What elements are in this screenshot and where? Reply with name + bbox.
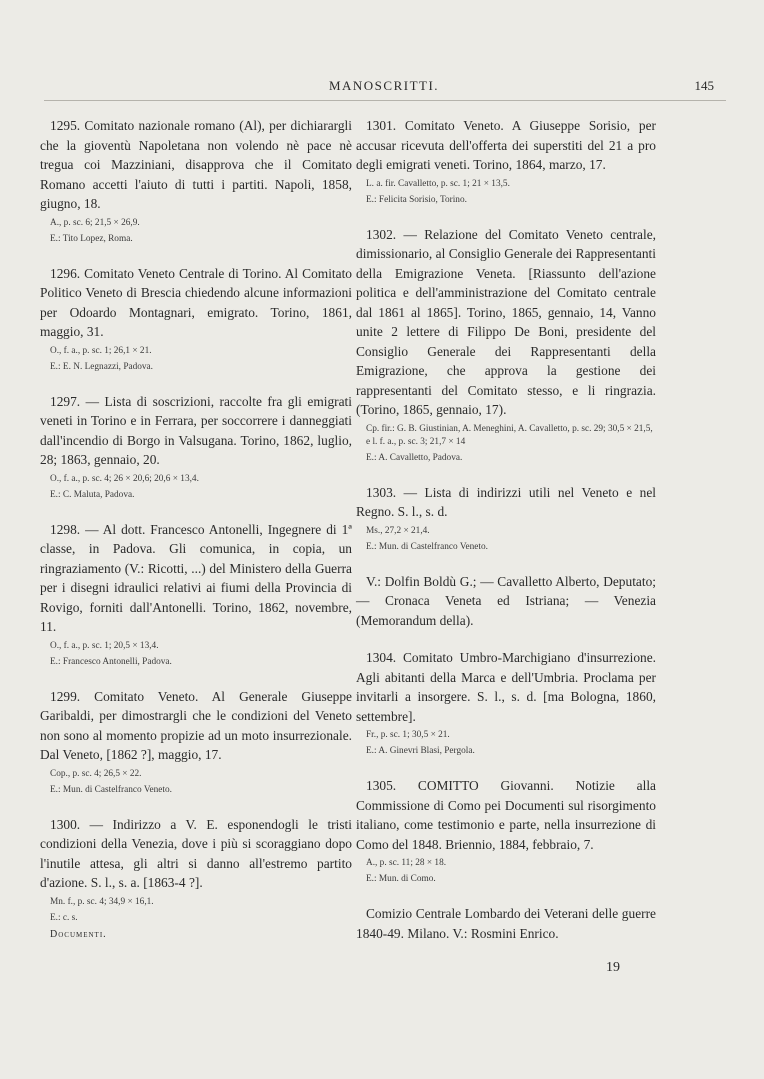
- entry-1303: [356, 483, 656, 554]
- entry-note: O., f. a., p. sc. 4; 26 × 20,6; 20,6 × 13,4.: [50, 473, 199, 484]
- entry-note: L. a. fir. Cavalletto, p. sc. 1; 21 × 13,5.: [366, 178, 510, 189]
- entry-note: O., f. a., p. sc. 1; 20,5 × 13,4.: [50, 640, 159, 651]
- entry-1299: [40, 687, 352, 797]
- entry-note: E.: Tito Lopez, Roma.: [50, 233, 133, 244]
- entry-1301: [356, 116, 656, 207]
- entry-text: 1299. Comitato Veneto. Al Generale Giuseppe Garibaldi, per dimostrargli che le condizioni del Veneto non sono al momento propizie ad un moto insurrezionale. Dal Veneto, [1862 ?], maggio, 17.: [40, 688, 352, 762]
- entry-text: 1296. Comitato Veneto Centrale di Torino. Al Comitato Politico Veneto di Brescia chiedendo alcune informazioni per Odoardo Montagnari, emigrato. Torino, 1861, maggio, 31.: [40, 265, 352, 339]
- entry-note: E.: Felicita Sorisio, Torino.: [366, 194, 467, 205]
- signature-mark: Documenti.: [50, 928, 107, 940]
- entry-text: 1304. Comitato Umbro-Marchigiano d'insurrezione. Agli abitanti della Marca e dell'Umbria. Proclama per invitarli a insorgere. S. l., s. d. [ma Bologna, 1860, settembre].: [356, 650, 656, 724]
- entry-text: 1302. — Relazione del Comitato Veneto centrale, dimissionario, al Consiglio Generale dei Rappresentanti della Emigrazione Veneta. [Riassunto dell'azione politica e dell'amministrazione del Comitato centrale dal 1861 al 1865]. Torino, 1865, gennaio, 14, Vanno unite 2 lettere di Filippo De Boni, presidente del Consiglio Generale dei Rappresentanti della Emigrazione, che approva la gestione dei rappresentanti del Comitato stesso, e li ringrazia. (Torino, 1865, gennaio, 17).: [356, 226, 656, 417]
- entry-text: 1297. — Lista di soscrizioni, raccolte fra gli emigrati veneti in Torino e in Ferrara, per soccorrere i danneggiati dall'incendio di Borgo in Valsugana. Torino, 1862, luglio, 28; 1863, gennaio, 20.: [40, 393, 352, 467]
- entry-note: O., f. a., p. sc. 1; 26,1 × 21.: [50, 345, 152, 356]
- entry-text: 1295. Comitato nazionale romano (Al), per dichiarargli che la gioventù Napoletana non volendo nè pace nè tregua coi Mazziniani, disapprova che il Comitato Romano accetti l'aiuto di tutti i partiti. Napoli, 1858, giugno, 18.: [40, 118, 352, 211]
- entry-1295: [40, 116, 352, 246]
- entry-text: 1298. — Al dott. Francesco Antonelli, Ingegnere di 1ª classe, in Padova. Gli comunica, in copia, un ringraziamento (V.: Ricotti, ...) del Ministero della Guerra per i disegni idraulici relativi ai fiumi della Provincia di Rovigo, forniti dall'Antonelli. Torino, 1862, novembre, 11.: [40, 521, 352, 634]
- entry-note: Fr., p. sc. 1; 30,5 × 21.: [366, 730, 450, 740]
- entry-1296: [40, 264, 352, 374]
- entry-note: Mn. f., p. sc. 4; 34,9 × 16,1.: [50, 896, 154, 907]
- entry-note: E.: E. N. Legnazzi, Padova.: [50, 361, 154, 372]
- entry-note: E.: C. Maluta, Padova.: [50, 489, 135, 500]
- entry-note: Ms., 27,2 × 21,4.: [366, 525, 430, 536]
- right-column: [356, 116, 656, 961]
- cross-reference: [356, 572, 656, 631]
- entry-note: E.: A. Ginevri Blasi, Pergola.: [366, 746, 475, 756]
- entry-1297: [40, 392, 352, 502]
- header-page-number: 145: [694, 78, 714, 93]
- entry-note: E.: A. Cavalletto, Padova.: [366, 452, 463, 463]
- entry-note: E.: Mun. di Castelfranco Veneto.: [366, 541, 488, 552]
- entry-1304: [356, 648, 656, 758]
- entry-note: A., p. sc. 6; 21,5 × 26,9.: [50, 217, 140, 228]
- signature-number: 19: [606, 960, 620, 975]
- entry-note: E.: c. s.: [50, 912, 78, 923]
- entry-note: E.: Mun. di Castelfranco Veneto.: [50, 784, 172, 795]
- entry-text: 1305. COMITTO Giovanni. Notizie alla Commissione di Como pei Documenti sul risorgimento italiano, come testimonio e parte, nella insurrezione di Como del 1848. Briennio, 1884, febbraio, 7.: [356, 778, 656, 852]
- entry-note: A., p. sc. 11; 28 × 18.: [366, 858, 447, 868]
- entry-note: E.: Francesco Antonelli, Padova.: [50, 656, 172, 667]
- running-header: [44, 74, 724, 96]
- entry-1305: [356, 776, 656, 886]
- left-column: [40, 116, 352, 940]
- header-rule: [44, 100, 726, 101]
- entry-text: 1300. — Indirizzo a V. E. esponendogli le tristi condizioni della Venezia, dove i più si scoraggiano dopo l'inutile attesa, gli altri si danno all'estremo partito d'azione. S. l., s. a. [1863-4 ?].: [40, 816, 352, 890]
- entry-text: Comizio Centrale Lombardo dei Veterani delle guerre 1840-49. Milano. V.: Rosmini Enrico.: [356, 906, 656, 941]
- entry-1298: [40, 520, 352, 669]
- entry-note: Cop., p. sc. 4; 26,5 × 22.: [50, 768, 142, 779]
- entry-1302: [356, 225, 656, 465]
- cross-reference: [356, 904, 656, 943]
- entry-text: 1301. Comitato Veneto. A Giuseppe Sorisio, per accusar ricevuta dell'offerta dei superstiti del 21 a pro degli emigrati veneti. Torino, 1864, marzo, 17.: [356, 118, 656, 172]
- header-title: MANOSCRITTI.: [328, 78, 440, 93]
- entry-text: V.: Dolfin Boldù G.; — Cavalletto Alberto, Deputato; — Cronaca Veneta ed Istriana; — Venezia (Memorandum della).: [356, 573, 656, 628]
- entry-note: Cp. fir.: G. B. Giustinian, A. Meneghini, A. Cavalletto, p. sc. 29; 30,5 × 21,5, e l. f. a., p. sc. 3; 21,7 × 14: [366, 423, 653, 447]
- entry-note: E.: Mun. di Como.: [366, 874, 436, 884]
- entry-text: 1303. — Lista di indirizzi utili nel Veneto e nel Regno. S. l., s. d.: [356, 484, 656, 519]
- entry-1300: [40, 815, 352, 925]
